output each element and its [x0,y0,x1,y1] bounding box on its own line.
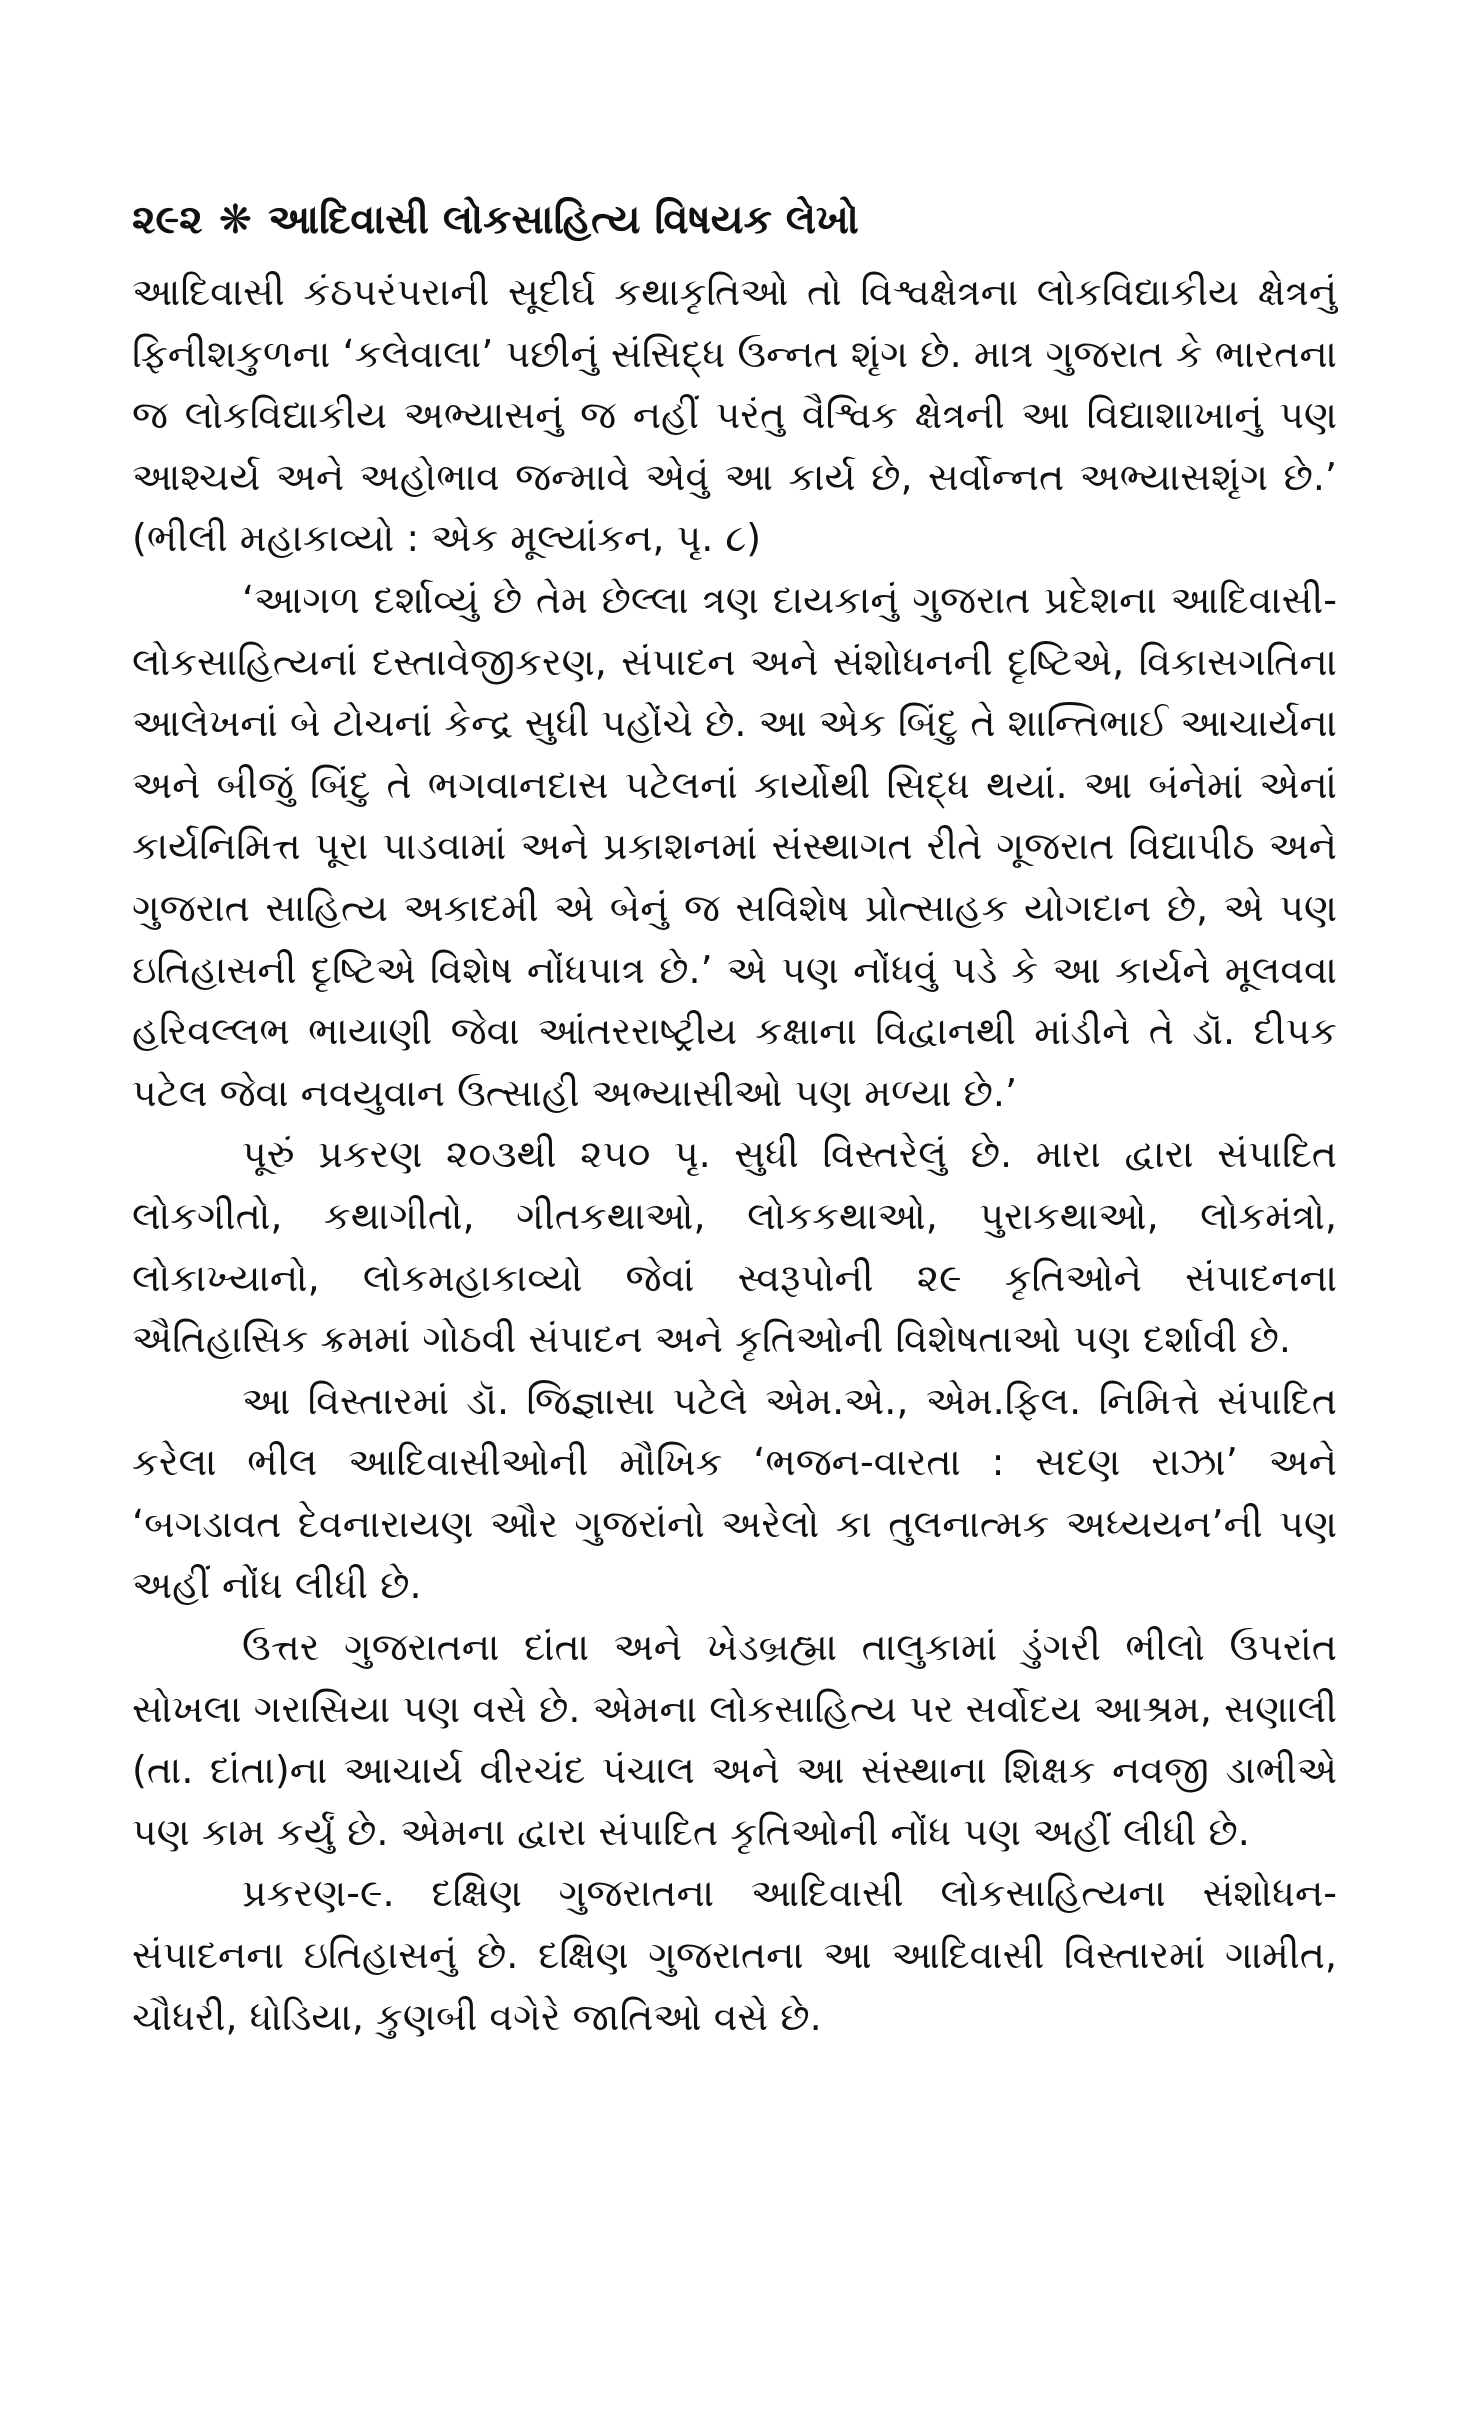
paragraph-quote-1 [132,262,1337,570]
body-text [132,262,1337,2048]
paragraph-text: પ્રકરણ-૯. દક્ષિણ ગુજરાતના આદિવાસી લોકસાહિત્યના સંશોધન-સંપાદનના ઇતિહાસનું છે. દક્ષિણ ગુજરાતના આ આદિવાસી વિસ્તારમાં ગામીત, ચૌધરી, ધોડિયા, કુણબી વગેરે જાતિઓ વસે છે. [132,1871,1337,2039]
running-header [132,196,1332,244]
paragraph-chapter-9 [132,1863,1337,2048]
paragraph-jigyasa-patel [132,1371,1337,1617]
paragraph-chapter-extent [132,1124,1337,1370]
paragraph-text: આ વિસ્તારમાં ડૉ. જિજ્ઞાસા પટેલે એમ.એ., એમ.ફિલ. નિમિત્તે સંપાદિત કરેલા ભીલ આદિવાસીઓની મૌખિક ‘ભજન-વારતા : સદણ રાઝા’ અને ‘બગડાવત દેવનારાયણ ઔર ગુજરાંનો અરેલો કા તુલનાત્મક અધ્યયન’ની પણ અહીં નોંધ લીધી છે. [132,1378,1337,1608]
paragraph-north-gujarat [132,1617,1337,1863]
asterisk-separator-icon: ❋ [218,197,253,243]
paragraph-text: ઉત્તર ગુજરાતના દાંતા અને ખેડબ્રહ્મા તાલુકામાં ડુંગરી ભીલો ઉપરાંત સોખલા ગરાસિયા પણ વસે છે. એમના લોકસાહિત્ય પર સર્વોદય આશ્રમ, સણાલી (તા. દાંતા)ના આચાર્ય વીરચંદ પંચાલ અને આ સંસ્થાના શિક્ષક નવજી ડાભીએ પણ કામ કર્યું છે. એમના દ્વારા સંપાદિત કૃતિઓની નોંધ પણ અહીં લીધી છે. [132,1625,1337,1854]
paragraph-quote-2 [132,570,1337,1124]
paragraph-text: ‘આગળ દર્શાવ્યું છે તેમ છેલ્લા ત્રણ દાયકાનું ગુજરાત પ્રદેશના આદિવાસી-લોકસાહિત્યનાં દસ્તાવેજીકરણ, સંપાદન અને સંશોધનની દૃષ્ટિએ, વિકાસગતિના આલેખનાં બે ટોચનાં કેન્દ્ર સુધી પહોંચે છે. આ એક બિંદુ તે શાન્તિભાઈ આચાર્યના અને બીજું બિંદુ તે ભગવાનદાસ પટેલનાં કાર્યોથી સિદ્ધ થયાં. આ બંનેમાં એનાં કાર્યનિમિત્ત પૂરા પાડવામાં અને પ્રકાશનમાં સંસ્થાગત રીતે ગૂજરાત વિદ્યાપીઠ અને ગુજરાત સાહિત્ય અકાદમી એ બેનું જ સવિશેષ પ્રોત્સાહક યોગદાન છે, એ પણ ઇતિહાસની દૃષ્ટિએ વિશેષ નોંધપાત્ર છે.’ એ પણ નોંધવું પડે કે આ કાર્યને મૂલવવા હરિવલ્લભ ભાયાણી જેવા આંતરરાષ્ટ્રીય કક્ષાના વિદ્વાનથી માંડીને તે ડૉ. દીપક પટેલ જેવા નવયુવાન ઉત્સાહી અભ્યાસીઓ પણ મળ્યા છે.’ [132,577,1337,1115]
paragraph-text: આદિવાસી કંઠપરંપરાની સૂદીર્ઘ કથાકૃતિઓ તો વિશ્વક્ષેત્રના લોકવિદ્યાકીય ક્ષેત્રનું ફિનીશકુળના ‘કલેવાલા’ પછીનું સંસિદ્ધ ઉન્નત શૃંગ છે. માત્ર ગુજરાત કે ભારતના જ લોકવિદ્યાકીય અભ્યાસનું જ નહીં પરંતુ વૈશ્વિક ક્ષેત્રની આ વિદ્યાશાખાનું પણ આશ્ચર્ય અને અહોભાવ જન્માવે એવું આ કાર્ય છે, સર્વોન્નત અભ્યાસશૃંગ છે.’ [132,270,1337,499]
citation-reference: (ભીલી મહાકાવ્યો : એક મૂલ્યાંકન, પૃ. ૮) [132,516,762,561]
paragraph-text: પૂરું પ્રકરણ ૨૦૩થી ૨૫૦ પૃ. સુધી વિસ્તરેલું છે. મારા દ્વારા સંપાદિત લોકગીતો, કથાગીતો, ગીતકથાઓ, લોકકથાઓ, પુરાકથાઓ, લોકમંત્રો, લોકાખ્યાનો, લોકમહાકાવ્યો જેવાં સ્વરૂપોની ૨૯ કૃતિઓને સંપાદનના ઐતિહાસિક ક્રમમાં ગોઠવી સંપાદન અને કૃતિઓની વિશેષતાઓ પણ દર્શાવી છે. [132,1132,1337,1362]
running-title: આદિવાસી લોકસાહિત્ય વિષયક લેખો [268,197,859,243]
page-number: ૨૯૨ [132,197,203,243]
